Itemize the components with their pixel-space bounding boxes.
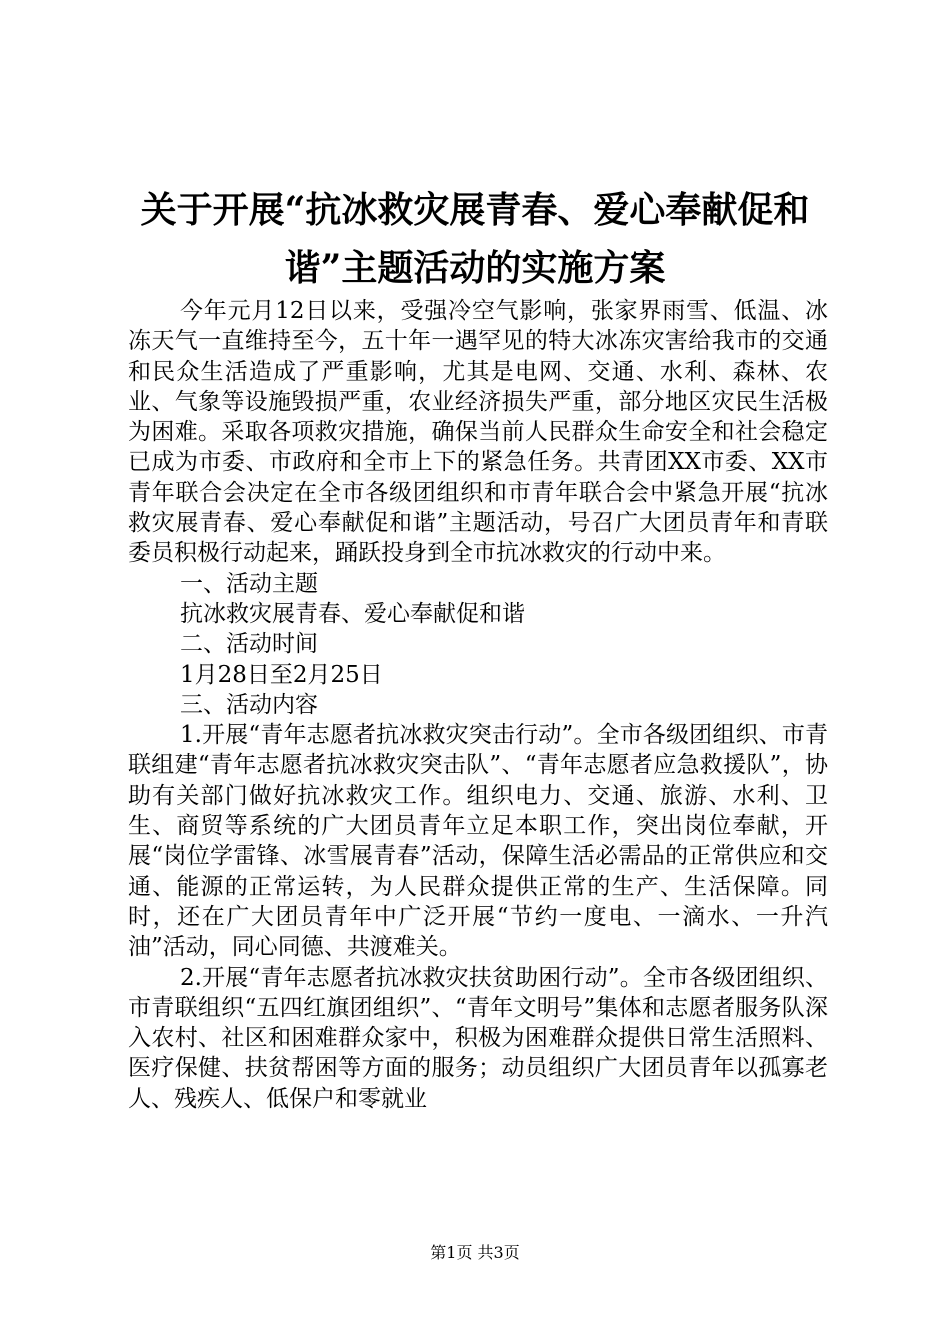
section-heading-time: 二、活动时间: [180, 631, 318, 658]
paragraph-item-1: 1.开展“青年志愿者抗冰救灾突击行动”。全市各级团组织、市青联组建“青年志愿者抗冰救灾突击队”、“青年志愿者应急救援队”，协助有关部门做好抗冰救灾工作。组织电力、交通、旅游、水利、卫生、商贸等系统的广大团员青年立足本职工作，突出岗位奉献，开展“岗位学雷锋、冰雪展青春”活动，保障生活必需品的正常供应和交通、能源的正常运转，为人民群众提供正常的生产、生活保障。同时，还在广大团员青年中广泛开展“节约一度电、一滴水、一升汽油”活动，同心同德、共渡难关。: [128, 722, 828, 961]
paragraph-item-2: 2.开展“青年志愿者抗冰救灾扶贫助困行动”。全市各级团组织、市青联组织“五四红旗团组织”、“青年文明号”集体和志愿者服务队深入农村、社区和困难群众家中，积极为困难群众提供日常生活照料、医疗保健、扶贫帮困等方面的服务；动员组织广大团员青年以孤寡老人、残疾人、低保户和零就业: [128, 964, 828, 1112]
section-heading-theme: 一、活动主题: [180, 570, 318, 597]
document-title-line-1: 关于开展“抗冰救灾展青春、爱心奉献促和: [140, 189, 810, 231]
page-footer: 第1页 共3页: [430, 1243, 520, 1262]
document-title-line-2: 谐”主题活动的实施方案: [284, 247, 666, 289]
paragraph-time: 1月28日至2月25日: [180, 661, 383, 688]
section-heading-content: 三、活动内容: [180, 691, 318, 718]
document-body: [128, 296, 828, 1114]
paragraph-intro: 今年元月12日以来，受强冷空气影响，张家界雨雪、低温、冰冻天气一直维持至今，五十年一遇罕见的特大冰冻灾害给我市的交通和民众生活造成了严重影响，尤其是电网、交通、水利、森林、农业、气象等设施毁损严重，农业经济损失严重，部分地区灾民生活极为困难。采取各项救灾措施，确保当前人民群众生命安全和社会稳定已成为市委、市政府和全市上下的紧急任务。共青团XX市委、XX市青年联合会决定在全市各级团组织和市青年联合会中紧急开展“抗冰救灾展青春、爱心奉献促和谐”主题活动，号召广大团员青年和青联委员积极行动起来，踊跃投身到全市抗冰救灾的行动中来。: [128, 298, 828, 567]
paragraph-theme: 抗冰救灾展青春、爱心奉献促和谐: [180, 600, 525, 627]
